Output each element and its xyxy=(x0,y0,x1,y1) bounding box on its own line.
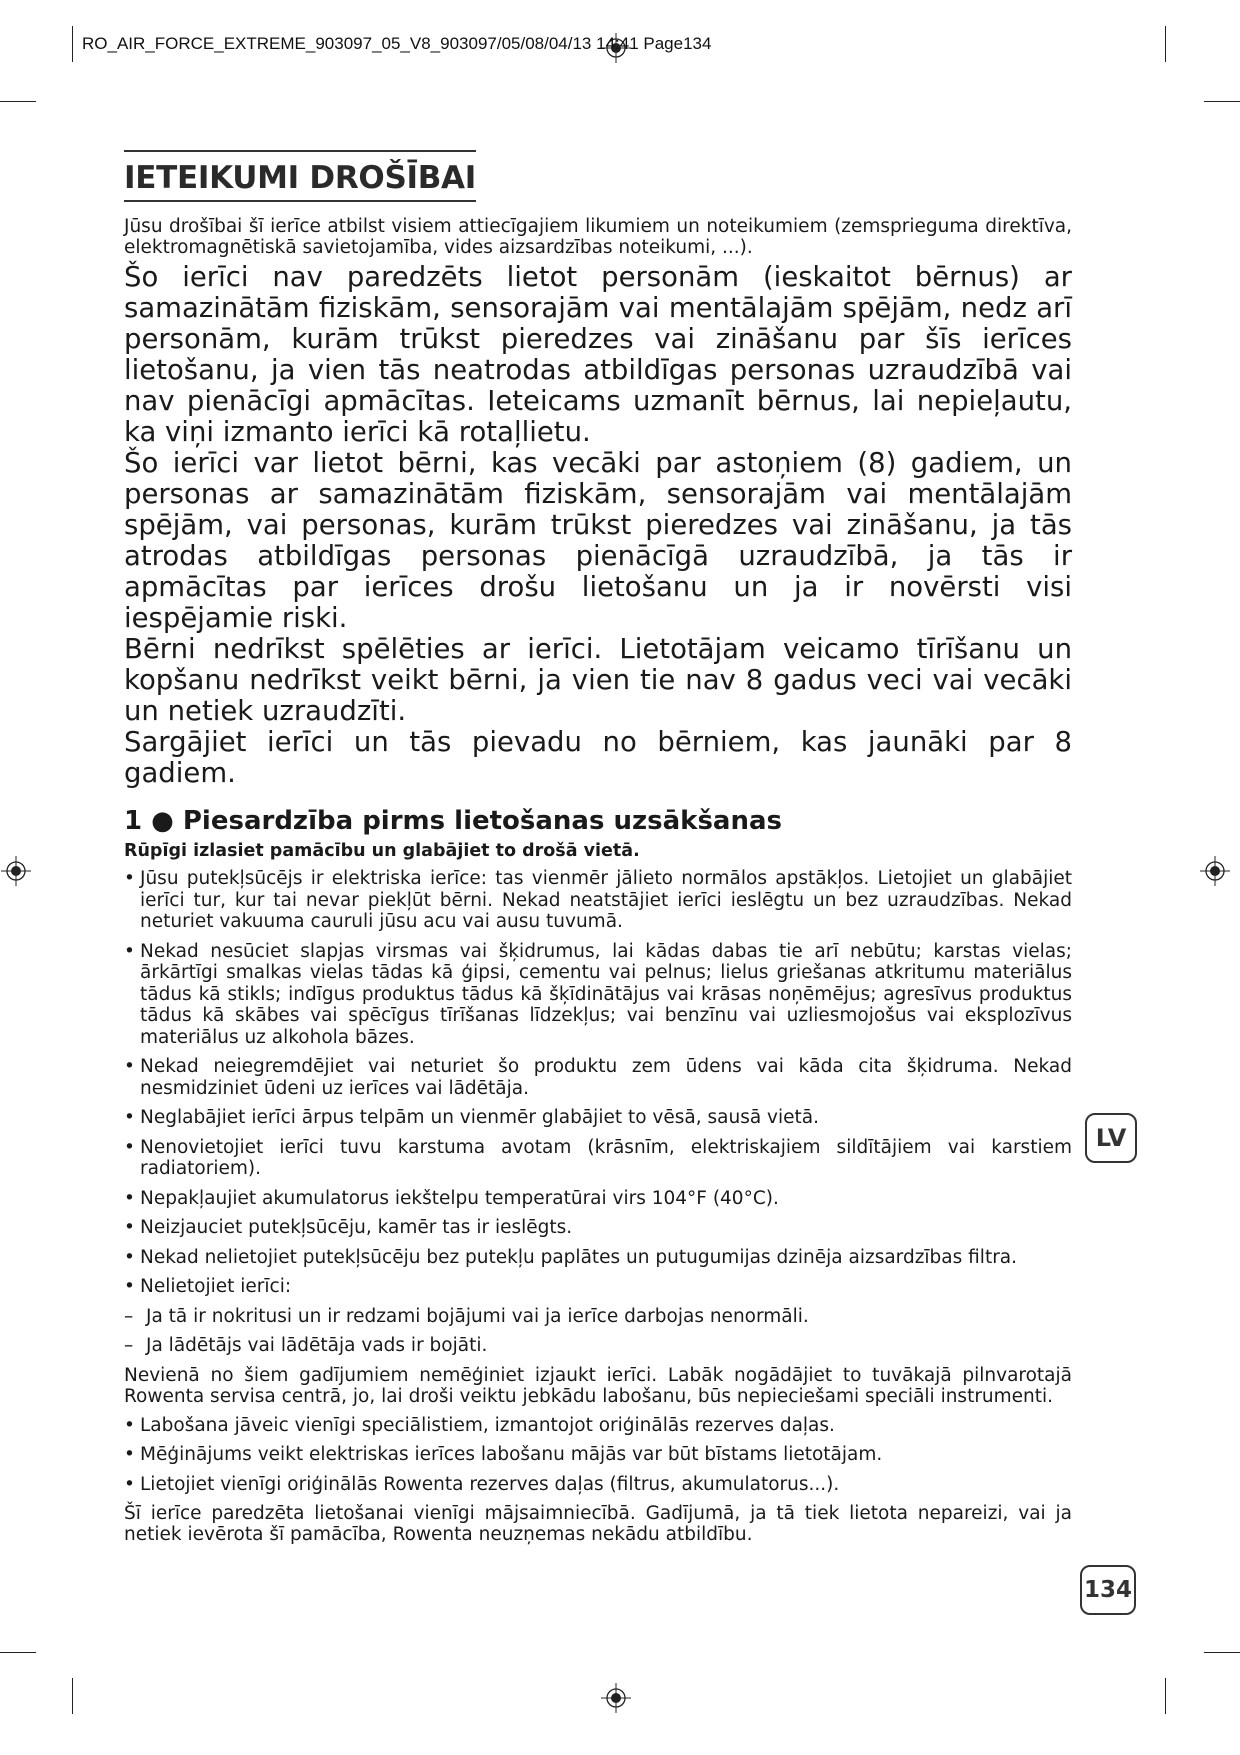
list-item: • Lietojiet vienīgi oriģinālās Rowenta rezerves daļas (filtrus, akumulatorus...). xyxy=(124,1474,1072,1496)
list-item: • Nekad neiegremdējiet vai neturiet šo produktu zem ūdens vai kāda cita šķidruma. Nekad nesmidziniet ūdeni uz ierīces vai lādētāja. xyxy=(124,1056,1072,1099)
list-item: – Ja lādētājs vai lādētāja vads ir bojāti. xyxy=(124,1335,1072,1357)
page-number: 134 xyxy=(1080,1565,1136,1615)
crop-mark xyxy=(1204,1652,1240,1653)
repair-note: Nevienā no šiem gadījumiem nemēģiniet izjaukt ierīci. Labāk nogādājiet to tuvākajā pilnvarotajā Rowenta servisa centrā, jo, lai droši veiktu jebkādu labošanu, būs nepieciešami speciāli instrumenti. xyxy=(124,1364,1072,1407)
crop-mark xyxy=(1165,1678,1166,1714)
intro-paragraph: Jūsu drošībai šī ierīce atbilst visiem attiecīgajiem likumiem un noteikumiem (zemsprieguma direktīva, elektromagnētiskā savietojamība, vides aizsardzības noteikumi, ...). xyxy=(124,216,1072,258)
list-item: • Mēģinājums veikt elektriskas ierīces labošanu mājās var būt bīstams lietotājam. xyxy=(124,1444,1072,1466)
subsection-note: Rūpīgi izlasiet pamācību un glabājiet to drošā vietā. xyxy=(124,841,640,861)
crop-mark xyxy=(1204,101,1240,102)
list-item: • Nekad nelietojiet putekļsūcēju bez putekļu paplātes un putugumijas dzinēja aizsardzības filtra. xyxy=(124,1247,1072,1269)
registration-mark-icon xyxy=(1,856,31,886)
page-content xyxy=(124,150,1072,1549)
list-item: • Neglabājiet ierīci ārpus telpām un vienmēr glabājiet to vēsā, sausā vietā. xyxy=(124,1107,1072,1129)
list-item: • Nepakļaujiet akumulatorus iekštelpu temperatūrai virs 104°F (40°C). xyxy=(124,1188,1072,1210)
language-tag: LV xyxy=(1085,1113,1137,1163)
repair-list xyxy=(124,1415,1072,1496)
print-header: RO_AIR_FORCE_EXTREME_903097_05_V8_903097/05/08/04/13 14:41 Page134 xyxy=(82,34,712,53)
crop-mark xyxy=(0,1652,36,1653)
crop-mark xyxy=(72,26,73,62)
subsection-heading: 1 ● Piesardzība pirms lietošanas uzsākšanas xyxy=(124,806,783,836)
crop-mark xyxy=(72,1678,73,1714)
list-item: • Nenovietojiet ierīci tuvu karstuma avotam (krāsnīm, elektriskajiem sildītājiem vai karstiem radiatoriem). xyxy=(124,1137,1072,1180)
list-item: • Nelietojiet ierīci: xyxy=(124,1276,1072,1298)
list-item: • Labošana jāveic vienīgi speciālistiem, izmantojot oriģinālās rezerves daļas. xyxy=(124,1415,1072,1437)
condition-list xyxy=(124,1306,1072,1357)
list-item: – Ja tā ir nokritusi un ir redzami bojājumi vai ja ierīce darbojas nenormāli. xyxy=(124,1306,1072,1328)
precaution-list xyxy=(124,868,1072,1298)
section-title: IETEIKUMI DROŠĪBAI xyxy=(124,150,476,202)
crop-mark xyxy=(0,101,36,102)
list-item: • Nekad nesūciet slapjas virsmas vai šķidrumus, lai kādas dabas tie arī nebūtu; karstas vielas; ārkārtīgi smalkas vielas tādas kā ģipsi, cementu vai pelnus; lielus griešanas atkritumu materiālus tādus kā stikls; indīgus produktus tādus kā šķīdinātājus vai krāsas noņēmējus; agresīvus produktus tādus kā skābes vai spēcīgus tīrīšanas līdzekļus; vai benzīnu vai uzliesmojošus vai eksplozīvus materiālus uz alkohola bāzes. xyxy=(124,941,1072,1049)
list-item: • Jūsu putekļsūcējs ir elektriska ierīce: tas vienmēr jālieto normālos apstākļos. Lietojiet un glabājiet ierīci tur, kur tai nevar piekļūt bērni. Nekad neatstājiet ierīci ieslēgtu un bez uzraudzības. Nekad neturiet vakuuma cauruli jūsu acu vai ausu tuvumā. xyxy=(124,868,1072,933)
registration-mark-icon xyxy=(1200,856,1230,886)
warning-paragraph: Šo ierīci nav paredzēts lietot personām (ieskaitot bērnus) ar samazinātām fiziskām, sensorajām vai mentālajām spējām, nedz arī personām, kurām trūkst pieredzes vai zināšanu par šīs ierīces lietošanu, ja vien tās neatrodas atbildīgas personas uzraudzībā vai nav pienācīgi apmācītas. Ieteicams uzmanīt bērnus, lai nepieļautu, ka viņi izmanto ierīci kā rotaļlietu. xyxy=(124,261,1072,448)
warning-paragraph: Bērni nedrīkst spēlēties ar ierīci. Lietotājam veicamo tīrīšanu un kopšanu nedrīkst veikt bērni, ja vien tie nav 8 gadus veci vai vecāki un netiek uzraudzīti. xyxy=(124,633,1072,727)
warning-paragraph: Šo ierīci var lietot bērni, kas vecāki par astoņiem (8) gadiem, un personas ar samazinātām fiziskām, sensorajām vai mentālajām spējām, vai personas, kurām trūkst pieredzes vai zināšanu, ja tās atrodas atbildīgas personas pienācīgā uzraudzībā, ja tās ir apmācītas par ierīces drošu lietošanu un ja ir novērsti visi iespējamie riski. xyxy=(124,447,1072,634)
registration-mark-icon xyxy=(601,1683,631,1713)
list-item: • Neizjauciet putekļsūcēju, kamēr tas ir ieslēgts. xyxy=(124,1217,1072,1239)
warning-paragraph: Sargājiet ierīci un tās pievadu no bērniem, kas jaunāki par 8 gadiem. xyxy=(124,726,1072,789)
closing-paragraph: Šī ierīce paredzēta lietošanai vienīgi mājsaimniecībā. Gadījumā, ja tā tiek lietota nepareizi, vai ja netiek ievērota šī pamācība, Rowenta neuzņemas nekādu atbildību. xyxy=(124,1503,1072,1545)
crop-mark xyxy=(1165,26,1166,62)
